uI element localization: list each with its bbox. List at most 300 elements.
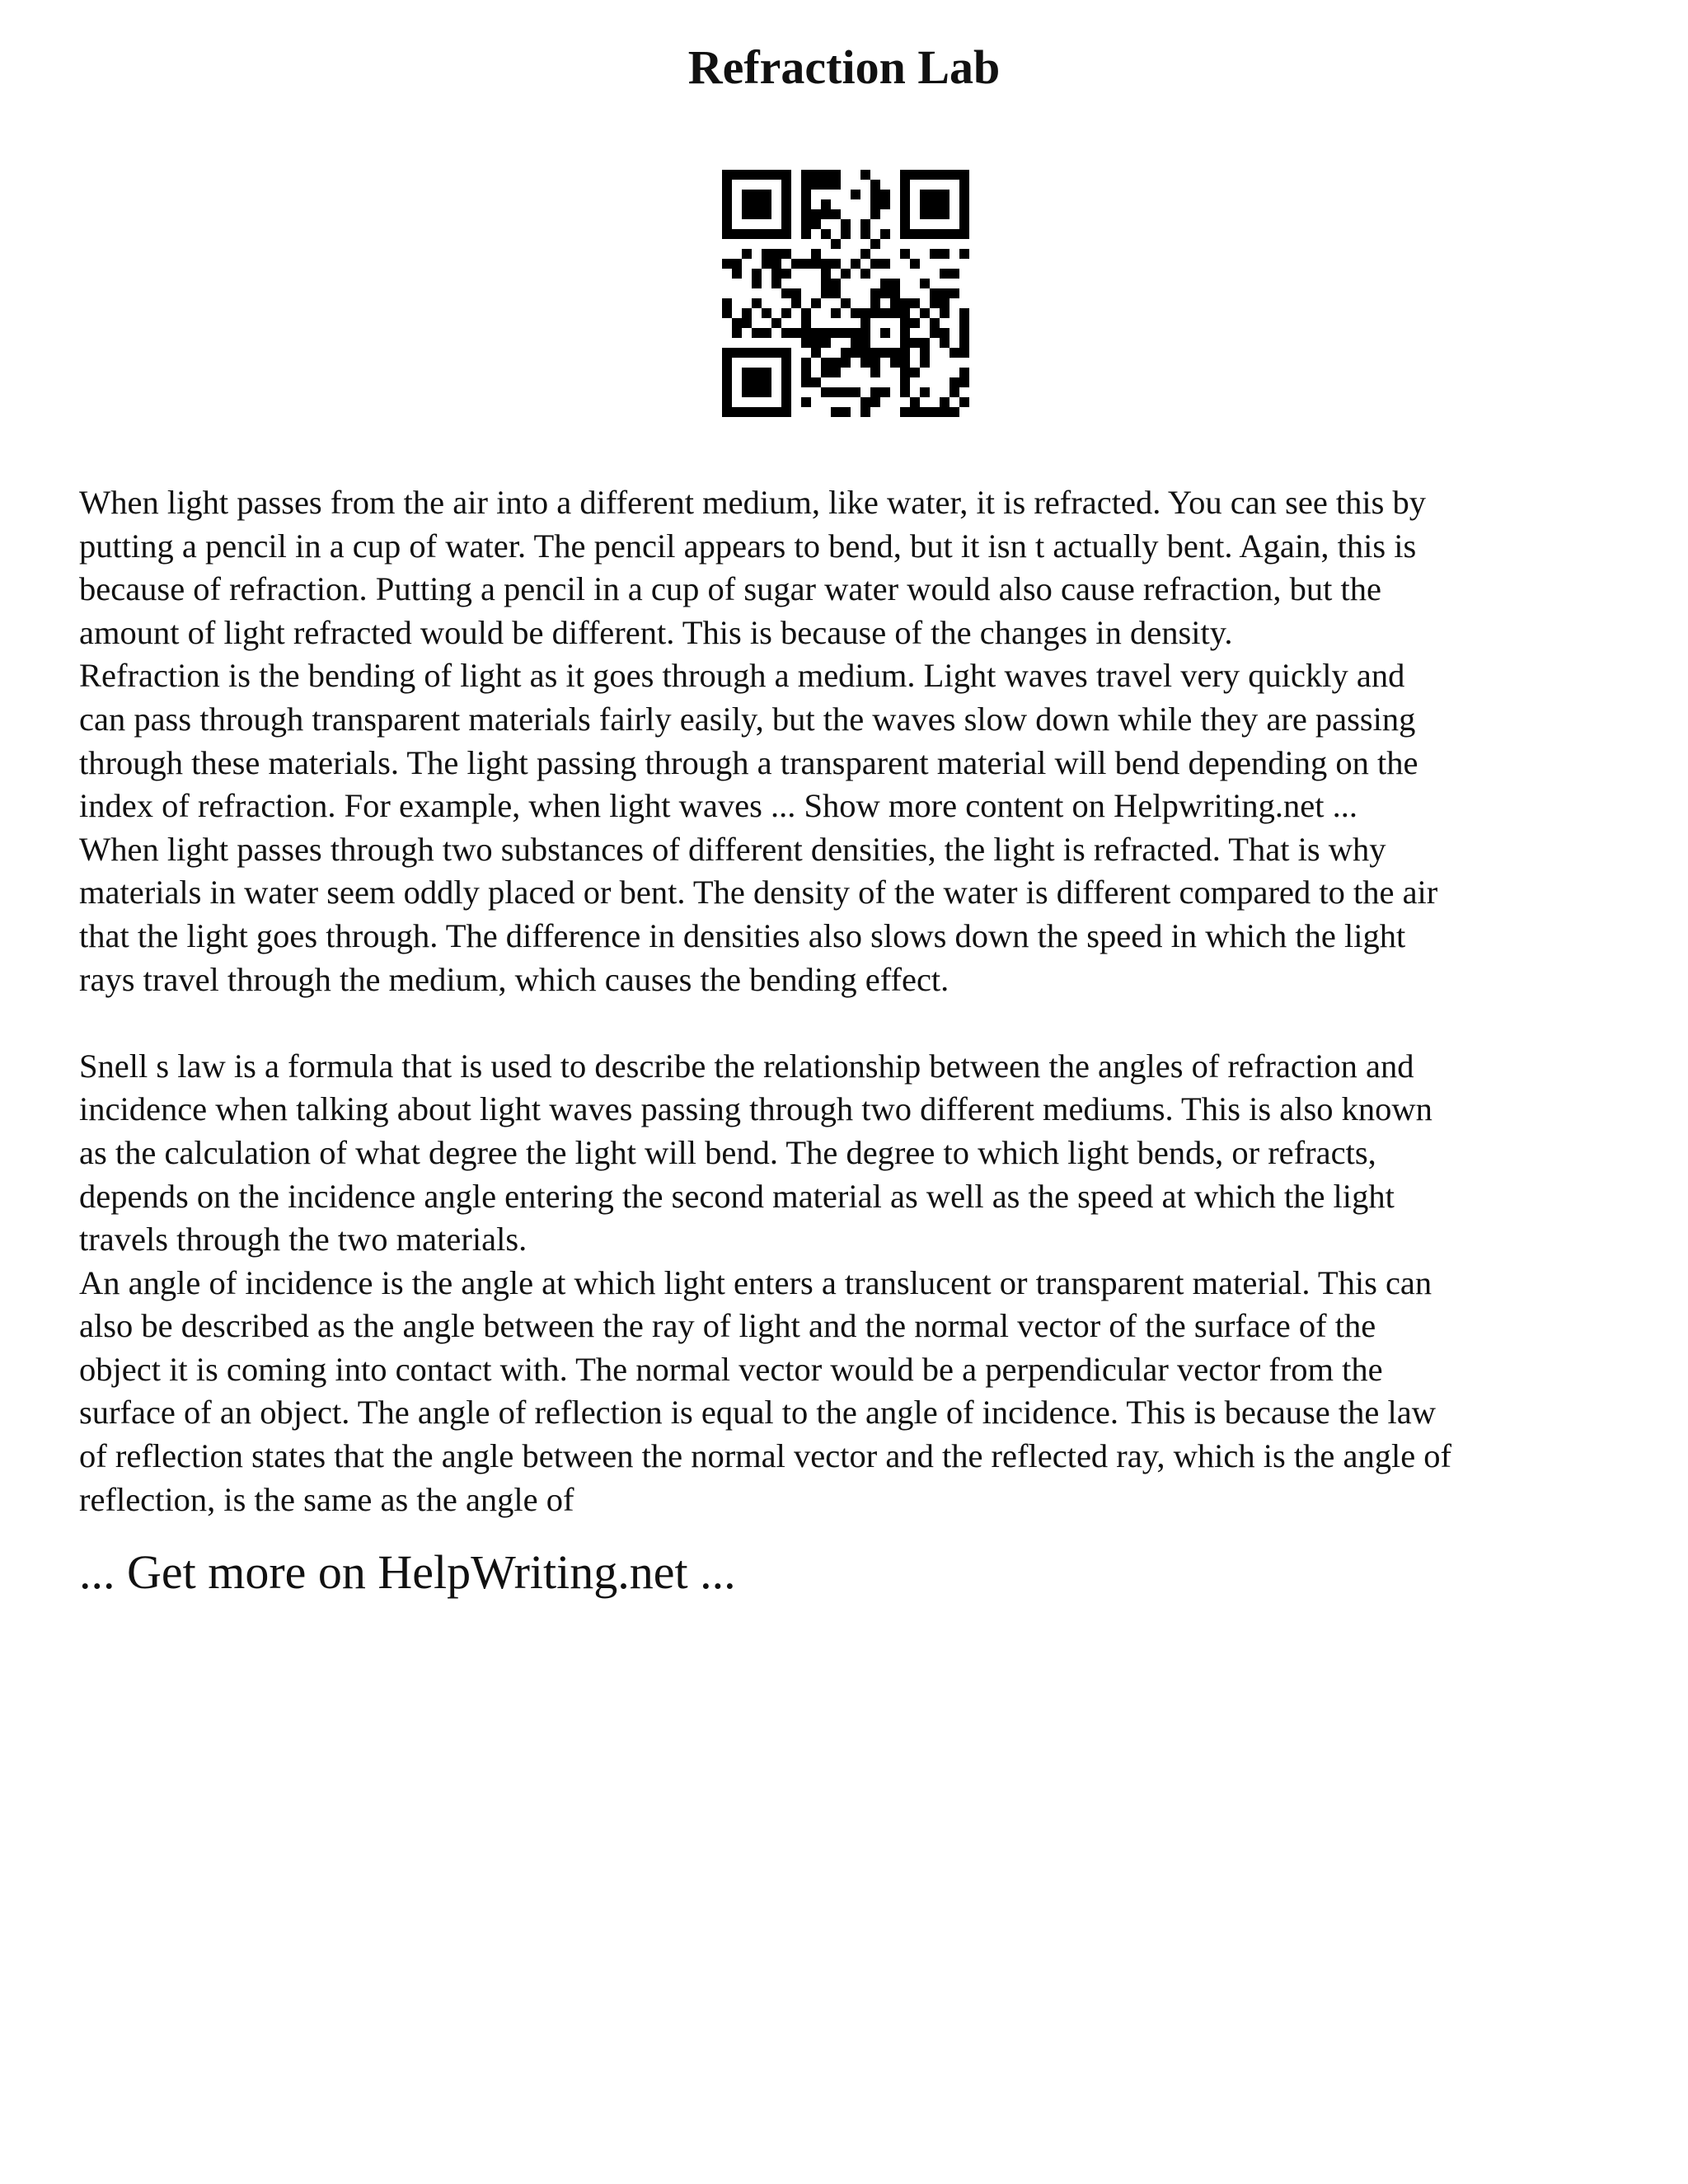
qr-module (781, 288, 791, 298)
qr-module (781, 368, 791, 377)
qr-module (870, 397, 880, 407)
qr-module (732, 407, 742, 417)
qr-module (742, 190, 752, 199)
qr-module (959, 348, 969, 358)
qr-module (811, 328, 821, 338)
qr-module (841, 219, 851, 229)
qr-module (910, 259, 920, 269)
qr-module (841, 269, 851, 279)
qr-module (860, 358, 870, 368)
qr-module (781, 308, 791, 318)
qr-module (870, 368, 880, 377)
qr-module (870, 199, 880, 209)
qr-module (860, 328, 870, 338)
qr-module (940, 407, 950, 417)
qr-module (791, 298, 801, 308)
qr-module (722, 219, 732, 229)
qr-module (851, 348, 860, 358)
qr-module (959, 377, 969, 387)
qr-module (811, 298, 821, 308)
qr-module (890, 288, 900, 298)
qr-module (870, 348, 880, 358)
qr-module (771, 249, 781, 259)
qr-module (880, 199, 890, 209)
qr-module (870, 298, 880, 308)
qr-module (732, 170, 742, 180)
qr-module (900, 407, 910, 417)
qr-module (742, 368, 752, 377)
qr-module (910, 397, 920, 407)
qr-module (910, 338, 920, 348)
qr-module (752, 199, 762, 209)
qr-module (900, 199, 910, 209)
qr-module (742, 318, 752, 328)
qr-module (831, 308, 841, 318)
qr-module (811, 259, 821, 269)
qr-module (831, 259, 841, 269)
qr-module (732, 259, 742, 269)
qr-module (821, 338, 831, 348)
qr-module (940, 190, 950, 199)
qr-module (910, 229, 920, 239)
qr-module (722, 407, 732, 417)
qr-module (920, 348, 930, 358)
qr-module (722, 368, 732, 377)
qr-module (920, 199, 930, 209)
qr-module (910, 298, 920, 308)
qr-module (841, 229, 851, 239)
qr-module (831, 407, 841, 417)
paragraph-4: Snell s law is a formula that is used to describe the relationship between the angles of refraction and incidence when talking about light waves passing through two different mediums. This is also known as the calculation of what degree the light will bend. The degree to which light bends, or refracts, depends on the incidence angle entering the second material as well as the speed at which the light travels through the two materials. (79, 1047, 1432, 1258)
qr-module (860, 229, 870, 239)
qr-module (851, 328, 860, 338)
qr-module (722, 259, 732, 269)
qr-module (771, 229, 781, 239)
qr-module (762, 209, 771, 219)
page-title: Refraction Lab (687, 40, 1001, 94)
qr-module (781, 180, 791, 190)
article-body (79, 481, 1629, 1521)
qr-module (959, 219, 969, 229)
qr-module (940, 249, 950, 259)
qr-module (880, 387, 890, 397)
qr-module (920, 407, 930, 417)
qr-module (722, 308, 732, 318)
qr-module (940, 229, 950, 239)
qr-module (940, 209, 950, 219)
qr-module (781, 229, 791, 239)
qr-module (940, 298, 950, 308)
paragraph-2: Refraction is the bending of light as it goes through a medium. Light waves travel very quickly and can pass through transparent materials fairly easily, but the waves slow down while they are passing through these materials. The light passing through a transparent material will bend depending on the index of refraction. For example, when light waves ... Show more content on Helpwriting.net ... (79, 657, 1418, 825)
qr-module (910, 318, 920, 328)
qr-module (851, 259, 860, 269)
qr-module (950, 229, 959, 239)
qr-module (781, 377, 791, 387)
qr-module (930, 199, 940, 209)
qr-module (900, 318, 910, 328)
qr-module (860, 348, 870, 358)
qr-module (742, 199, 752, 209)
qr-module (910, 407, 920, 417)
qr-module (781, 269, 791, 279)
qr-module (841, 298, 851, 308)
qr-module (870, 190, 880, 199)
qr-module (752, 269, 762, 279)
qr-module (722, 209, 732, 219)
qr-module (959, 318, 969, 328)
qr-module (851, 308, 860, 318)
qr-module (880, 279, 890, 288)
qr-module (930, 298, 940, 308)
qr-module (959, 170, 969, 180)
qr-module (870, 239, 880, 249)
qr-module (781, 219, 791, 229)
qr-module (870, 209, 880, 219)
qr-module (762, 328, 771, 338)
qr-module (940, 308, 950, 318)
qr-module (920, 190, 930, 199)
qr-module (959, 308, 969, 318)
qr-module (959, 249, 969, 259)
qr-module (732, 348, 742, 358)
qr-module (771, 259, 781, 269)
qr-module (752, 209, 762, 219)
qr-module (900, 368, 910, 377)
qr-module (860, 219, 870, 229)
qr-module (959, 190, 969, 199)
qr-module (900, 308, 910, 318)
qr-module (831, 239, 841, 249)
qr-module (742, 387, 752, 397)
qr-module (851, 387, 860, 397)
qr-module (771, 269, 781, 279)
get-more-link[interactable]: ... Get more on HelpWriting.net ... (79, 1545, 736, 1599)
qr-module (722, 180, 732, 190)
qr-module (920, 229, 930, 239)
qr-module (752, 170, 762, 180)
qr-module (930, 190, 940, 199)
qr-module (831, 279, 841, 288)
qr-module (831, 180, 841, 190)
qr-module (860, 170, 870, 180)
qr-module (900, 229, 910, 239)
qr-module (900, 170, 910, 180)
qr-module (811, 219, 821, 229)
qr-module (950, 269, 959, 279)
qr-module (811, 377, 821, 387)
qr-module (801, 219, 811, 229)
qr-module (742, 348, 752, 358)
qr-module (930, 318, 940, 328)
paragraph-spacer (79, 1001, 1629, 1045)
qr-module (722, 348, 732, 358)
qr-module (771, 407, 781, 417)
qr-module (940, 170, 950, 180)
qr-module (801, 170, 811, 180)
qr-module (860, 269, 870, 279)
qr-module (910, 368, 920, 377)
qr-module (742, 377, 752, 387)
qr-module (752, 407, 762, 417)
qr-module (890, 298, 900, 308)
qr-module (801, 190, 811, 199)
qr-module (781, 407, 791, 417)
qr-module (781, 199, 791, 209)
qr-module (801, 209, 811, 219)
qr-module (940, 269, 950, 279)
qr-module (771, 348, 781, 358)
qr-module (870, 387, 880, 397)
qr-module (732, 229, 742, 239)
qr-module (722, 190, 732, 199)
qr-module (762, 348, 771, 358)
qr-module (811, 249, 821, 259)
qr-module (801, 259, 811, 269)
qr-module (900, 348, 910, 358)
qr-module (831, 368, 841, 377)
qr-module (811, 180, 821, 190)
qr-module (821, 209, 831, 219)
qr-module (781, 170, 791, 180)
qr-module (821, 269, 831, 279)
qr-module (900, 209, 910, 219)
qr-module (752, 387, 762, 397)
qr-module (880, 348, 890, 358)
qr-module (742, 229, 752, 239)
qr-module (752, 368, 762, 377)
qr-module (742, 407, 752, 417)
qr-module (890, 308, 900, 318)
qr-module (821, 358, 831, 368)
qr-module (752, 229, 762, 239)
qr-module (930, 407, 940, 417)
qr-module (722, 377, 732, 387)
qr-module (791, 288, 801, 298)
qr-module (870, 259, 880, 269)
qr-module (880, 308, 890, 318)
qr-module (880, 259, 890, 269)
qr-module (841, 358, 851, 368)
qr-module (900, 338, 910, 348)
qr-module (801, 377, 811, 387)
qr-module (831, 170, 841, 180)
qr-module (860, 407, 870, 417)
qr-module (811, 348, 821, 358)
qr-module (821, 328, 831, 338)
qr-module (821, 288, 831, 298)
qr-module (860, 397, 870, 407)
qr-module (900, 358, 910, 368)
qr-module (959, 338, 969, 348)
qr-module (900, 328, 910, 338)
qr-module (900, 377, 910, 387)
qr-module (959, 229, 969, 239)
qr-module (930, 288, 940, 298)
qr-module (940, 199, 950, 209)
qr-module (870, 180, 880, 190)
qr-module (732, 269, 742, 279)
qr-module (722, 170, 732, 180)
qr-module (900, 180, 910, 190)
qr-module (752, 190, 762, 199)
qr-code (722, 170, 969, 417)
qr-module (781, 209, 791, 219)
qr-module (880, 229, 890, 239)
qr-module (742, 308, 752, 318)
qr-module (920, 170, 930, 180)
qr-module (771, 279, 781, 288)
qr-module (762, 259, 771, 269)
qr-module (762, 199, 771, 209)
qr-module (771, 318, 781, 328)
qr-module (880, 190, 890, 199)
qr-module (870, 288, 880, 298)
qr-module (722, 229, 732, 239)
qr-module (781, 249, 791, 259)
qr-module (801, 308, 811, 318)
qr-module (930, 229, 940, 239)
qr-module (950, 288, 959, 298)
qr-module (801, 368, 811, 377)
qr-module (831, 288, 841, 298)
paragraph-5: An angle of incidence is the angle at which light enters a translucent or transparent material. This can also be described as the angle between the ray of light and the normal vector of the surface of the object it is coming into contact with. The normal vector would be a perpendicular vector from the surface of an object. The angle of reflection is equal to the angle of incidence. This is because the law of reflection states that the angle between the normal vector and the reflected ray, which is the angle of reflection, is the same as the angle of (79, 1263, 1452, 1518)
qr-module (959, 397, 969, 407)
qr-module (752, 348, 762, 358)
qr-module (950, 377, 959, 387)
qr-module (791, 259, 801, 269)
qr-module (781, 387, 791, 397)
qr-module (722, 358, 732, 368)
qr-module (860, 308, 870, 318)
qr-module (811, 170, 821, 180)
qr-module (920, 358, 930, 368)
qr-module (732, 328, 742, 338)
qr-module (851, 190, 860, 199)
qr-module (821, 368, 831, 377)
qr-module (900, 298, 910, 308)
qr-module (752, 328, 762, 338)
qr-module (841, 407, 851, 417)
paragraph-1: When light passes from the air into a different medium, like water, it is refracted. You can see this by putting a pencil in a cup of water. The pencil appears to bend, but it isn t actually bent. Again, this is because of refraction. Putting a pencil in a cup of sugar water would also cause refraction, but the amount of light refracted would be different. This is because of the changes in density. (79, 484, 1427, 651)
qr-module (841, 387, 851, 397)
qr-module (801, 338, 811, 348)
qr-module (959, 199, 969, 209)
qr-code-image (722, 170, 969, 417)
qr-module (890, 279, 900, 288)
qr-module (860, 338, 870, 348)
qr-module (870, 308, 880, 318)
qr-module (762, 407, 771, 417)
qr-module (900, 190, 910, 199)
qr-module (781, 397, 791, 407)
qr-module (821, 387, 831, 397)
qr-module (860, 318, 870, 328)
qr-module (722, 199, 732, 209)
qr-module (920, 308, 930, 318)
qr-module (831, 328, 841, 338)
qr-module (940, 338, 950, 348)
qr-module (801, 229, 811, 239)
qr-module (752, 279, 762, 288)
qr-module (831, 358, 841, 368)
qr-module (890, 358, 900, 368)
qr-module (722, 397, 732, 407)
qr-module (950, 407, 959, 417)
qr-module (742, 170, 752, 180)
qr-module (811, 338, 821, 348)
qr-module (959, 180, 969, 190)
qr-module (801, 397, 811, 407)
qr-module (841, 328, 851, 338)
qr-module (762, 308, 771, 318)
qr-module (870, 358, 880, 368)
qr-module (762, 190, 771, 199)
qr-module (940, 328, 950, 338)
qr-module (781, 348, 791, 358)
qr-module (959, 328, 969, 338)
qr-module (831, 387, 841, 397)
qr-module (821, 229, 831, 239)
qr-module (950, 348, 959, 358)
qr-module (930, 328, 940, 338)
qr-module (801, 180, 811, 190)
qr-module (930, 209, 940, 219)
qr-module (762, 377, 771, 387)
qr-module (940, 288, 950, 298)
qr-module (920, 338, 930, 348)
qr-module (950, 387, 959, 397)
qr-module (762, 387, 771, 397)
qr-module (860, 249, 870, 259)
qr-module (930, 170, 940, 180)
qr-module (821, 199, 831, 209)
qr-module (781, 358, 791, 368)
qr-module (762, 368, 771, 377)
qr-module (821, 180, 831, 190)
qr-module (781, 328, 791, 338)
qr-module (959, 209, 969, 219)
qr-module (811, 209, 821, 219)
qr-module (900, 219, 910, 229)
qr-module (851, 338, 860, 348)
qr-module (801, 328, 811, 338)
qr-module (910, 170, 920, 180)
qr-module (801, 199, 811, 209)
qr-module (880, 328, 890, 338)
qr-module (762, 170, 771, 180)
qr-module (900, 249, 910, 259)
qr-module (920, 387, 930, 397)
qr-module (959, 368, 969, 377)
qr-module (801, 358, 811, 368)
qr-module (762, 249, 771, 259)
qr-module (890, 348, 900, 358)
qr-module (880, 288, 890, 298)
qr-module (821, 279, 831, 288)
qr-module (950, 170, 959, 180)
qr-module (781, 190, 791, 199)
qr-module (930, 249, 940, 259)
qr-module (742, 249, 752, 259)
qr-module (821, 259, 831, 269)
qr-module (920, 209, 930, 219)
qr-module (722, 387, 732, 397)
qr-module (722, 298, 732, 308)
qr-module (791, 328, 801, 338)
qr-module (900, 387, 910, 397)
paragraph-3: When light passes through two substances of different densities, the light is refracted. That is why materials in water seem oddly placed or bent. The density of the water is different compared to the air that the light goes through. The difference in densities also slows down the speed in which the light rays travel through the medium, which causes the bending effect. (79, 830, 1438, 998)
qr-module (732, 318, 742, 328)
